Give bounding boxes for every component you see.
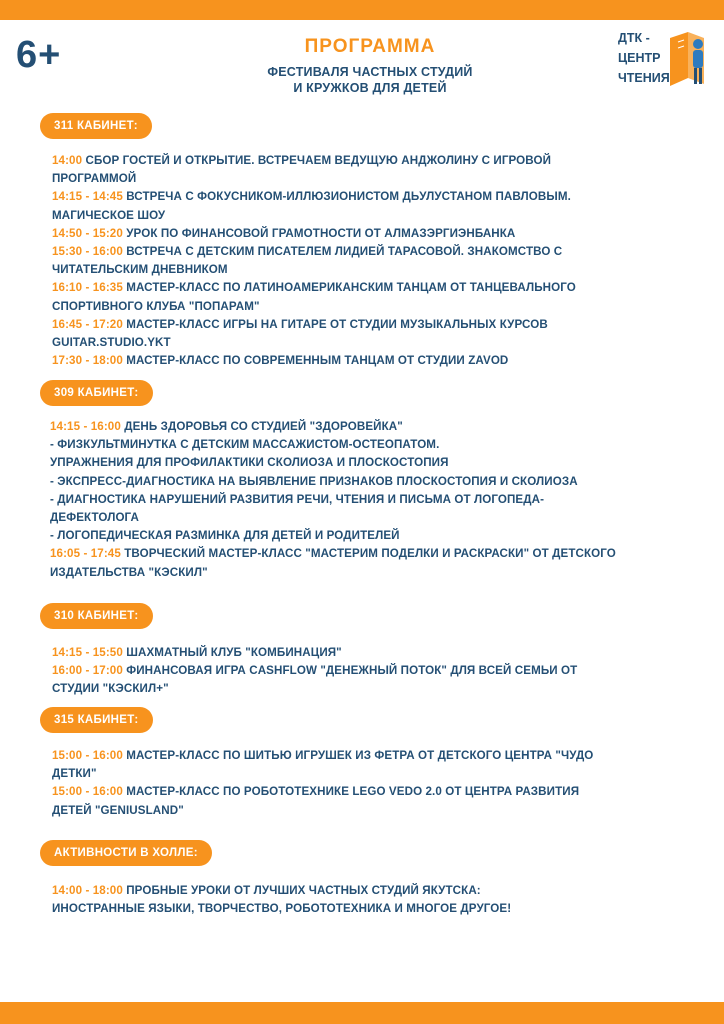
schedule-text: СПОРТИВНОГО КЛУБА "ПОПАРАМ" [52,299,260,313]
page-title: ПРОГРАММА [304,36,436,57]
schedule-text: ДЕНЬ ЗДОРОВЬЯ СО СТУДИЕЙ "ЗДОРОВЕЙКА" [120,420,403,433]
schedule-line [52,225,712,243]
dtk-logo [618,28,714,94]
schedule-line [50,545,710,563]
schedule-time: 16:05 - 17:45 [50,547,121,561]
schedule-line [52,207,712,225]
schedule-text: - ДИАГНОСТИКА НАРУШЕНИЙ РАЗВИТИЯ РЕЧИ, ЧТЕНИЯ И ПИСЬМА ОТ ЛОГОПЕДА- [50,492,545,506]
schedule-time: 14:50 - 15:20 [52,226,123,240]
schedule-text: УПРАЖНЕНИЯ ДЛЯ ПРОФИЛАКТИКИ СКОЛИОЗА И ПЛОСКОСТОПИЯ [50,456,449,470]
schedule-text: - ЭКСПРЕСС-ДИАГНОСТИКА НА ВЫЯВЛЕНИЕ ПРИЗНАКОВ ПЛОСКОСТОПИЯ И СКОЛИОЗА [50,474,578,488]
section-label-310: 310 КАБИНЕТ: [40,603,153,629]
schedule-line [52,352,712,370]
schedule-text: ДЕТЕЙ "GENIUSLAND" [52,803,184,817]
schedule-text: - ЛОГОПЕДИЧЕСКАЯ РАЗМИНКА ДЛЯ ДЕТЕЙ И РОДИТЕЛЕЙ [50,529,400,543]
page-title-block [190,36,550,96]
bottom-accent-bar [0,1002,724,1024]
schedule-text: МАСТЕР-КЛАСС ПО ЛАТИНОАМЕРИКАНСКИМ ТАНЦАМ ОТ ТАНЦЕВАЛЬНОГО [122,281,576,295]
subtitle-line: И КРУЖКОВ ДЛЯ ДЕТЕЙ [293,81,447,95]
logo-line: ЧТЕНИЯ [618,71,670,85]
section-label-311: 311 КАБИНЕТ: [40,113,152,139]
schedule-time: 14:15 - 14:45 [52,190,123,204]
logo-text [618,28,678,88]
schedule-time: 15:30 - 16:00 [52,245,123,259]
schedule-line [52,765,712,783]
top-accent-bar [0,0,724,20]
schedule-text: СТУДИИ "КЭСКИЛ+" [52,682,169,696]
subtitle-line: ФЕСТИВАЛЯ ЧАСТНЫХ СТУДИЙ [267,65,473,79]
schedule-line [52,662,712,680]
schedule-time: 15:00 - 16:00 [52,749,123,762]
section-label-hall: АКТИВНОСТИ В ХОЛЛЕ: [40,840,212,866]
schedule-line [52,188,712,206]
schedule-text: ФИНАНСОВАЯ ИГРА CASHFLOW "ДЕНЕЖНЫЙ ПОТОК" ДЛЯ ВСЕЙ СЕМЬИ ОТ [122,664,578,678]
schedule-time: 14:00 [52,154,83,167]
schedule-time: 14:15 - 16:00 [50,420,121,433]
schedule-line [52,747,712,765]
schedule-text: GUITAR.STUDIO.YKT [52,336,171,350]
page-subtitle [190,64,550,96]
schedule-line [52,680,712,698]
schedule-text: ПРОГРАММОЙ [52,172,137,186]
section-label-315: 315 КАБИНЕТ: [40,707,153,733]
schedule-text: ПРОБНЫЕ УРОКИ ОТ ЛУЧШИХ ЧАСТНЫХ СТУДИЙ ЯКУТСКА: [122,884,481,897]
schedule-text: ВСТРЕЧА С ДЕТСКИМ ПИСАТЕЛЕМ ЛИДИЕЙ ТАРАСОВОЙ. ЗНАКОМСТВО С [122,245,563,259]
schedule-line [50,564,710,582]
schedule-311 [52,152,712,370]
schedule-text: ДЕТКИ" [52,767,97,781]
schedule-time: 14:00 - 18:00 [52,884,123,897]
schedule-text: МАСТЕР-КЛАСС ИГРЫ НА ГИТАРЕ ОТ СТУДИИ МУЗЫКАЛЬНЫХ КУРСОВ [122,317,548,331]
schedule-line [50,509,710,527]
schedule-text: ДЕФЕКТОЛОГА [50,511,139,525]
schedule-text: МАСТЕР-КЛАСС ПО РОБОТОТЕХНИКЕ LEGO VEDO 2.0 ОТ ЦЕНТРА РАЗВИТИЯ [122,785,580,799]
schedule-309 [50,418,710,582]
schedule-line [50,454,710,472]
schedule-text: ИЗДАТЕЛЬСТВА "КЭСКИЛ" [50,565,208,579]
schedule-time: 14:15 - 15:50 [52,646,123,659]
schedule-time: 16:00 - 17:00 [52,664,123,678]
schedule-line [52,882,712,900]
schedule-text: ТВОРЧЕСКИЙ МАСТЕР-КЛАСС "МАСТЕРИМ ПОДЕЛКИ И РАСКРАСКИ" ОТ ДЕТСКОГО [120,547,616,561]
schedule-text: МАГИЧЕСКОЕ ШОУ [52,208,166,222]
schedule-line [52,644,712,662]
schedule-line [52,316,712,334]
schedule-time: 17:30 - 18:00 [52,354,123,368]
schedule-310 [52,644,712,699]
schedule-line [52,261,712,279]
schedule-text: МАСТЕР-КЛАСС ПО СОВРЕМЕННЫМ ТАНЦАМ ОТ СТУДИИ ZAVOD [122,354,509,368]
schedule-time: 16:45 - 17:20 [52,317,123,331]
schedule-text: - ФИЗКУЛЬТМИНУТКА С ДЕТСКИМ МАССАЖИСТОМ-ОСТЕОПАТОМ. [50,438,440,452]
schedule-line [52,298,712,316]
schedule-315 [52,747,712,820]
schedule-line [50,418,710,436]
schedule-text: ШАХМАТНЫЙ КЛУБ "КОМБИНАЦИЯ" [122,646,342,659]
schedule-line [52,279,712,297]
schedule-line [52,783,712,801]
schedule-line [50,436,710,454]
schedule-text: СБОР ГОСТЕЙ И ОТКРЫТИЕ. ВСТРЕЧАЕМ ВЕДУЩУЮ АНДЖОЛИНУ С ИГРОВОЙ [82,154,552,167]
schedule-line [52,243,712,261]
schedule-text: ИНОСТРАННЫЕ ЯЗЫКИ, ТВОРЧЕСТВО, РОБОТОТЕХНИКА И МНОГОЕ ДРУГОЕ! [52,902,512,916]
schedule-time: 15:00 - 16:00 [52,785,123,799]
age-rating: 6+ [16,34,62,76]
schedule-text: МАСТЕР-КЛАСС ПО ШИТЬЮ ИГРУШЕК ИЗ ФЕТРА ОТ ДЕТСКОГО ЦЕНТРА "ЧУДО [122,749,594,762]
schedule-line [52,802,712,820]
schedule-text: ВСТРЕЧА С ФОКУСНИКОМ-ИЛЛЮЗИОНИСТОМ ДЬУЛУСТАНОМ ПАВЛОВЫМ. [122,190,571,204]
schedule-line [52,170,712,188]
logo-line: ДТК - [618,31,650,45]
logo-line: ЦЕНТР [618,51,661,65]
schedule-text: УРОК ПО ФИНАНСОВОЙ ГРАМОТНОСТИ ОТ АЛМАЗЭРГИЭНБАНКА [122,226,516,240]
schedule-time: 16:10 - 16:35 [52,281,123,295]
schedule-line [50,527,710,545]
schedule-text: ЧИТАТЕЛЬСКИМ ДНЕВНИКОМ [52,263,228,277]
section-label-309: 309 КАБИНЕТ: [40,380,153,406]
schedule-line [50,491,710,509]
schedule-hall [52,882,712,918]
schedule-line [52,900,712,918]
schedule-line [50,473,710,491]
schedule-line [52,152,712,170]
schedule-line [52,334,712,352]
